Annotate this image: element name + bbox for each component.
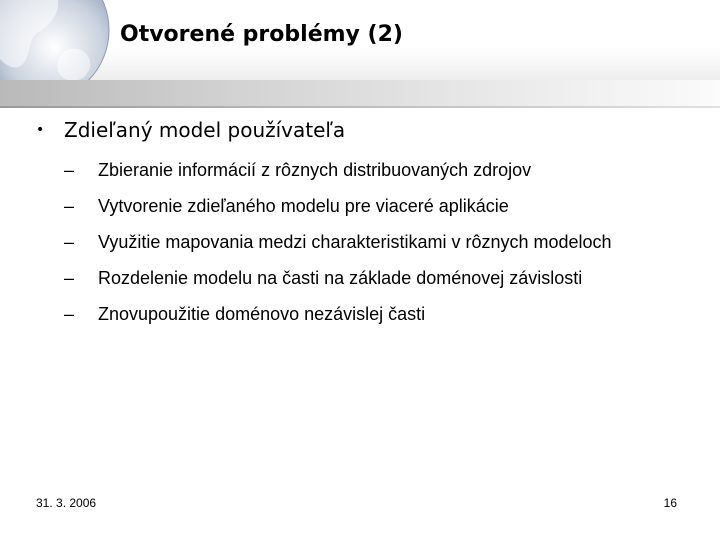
sub-bullet-marker: – — [64, 304, 75, 324]
sub-bullet-list — [64, 157, 696, 327]
main-bullet — [36, 116, 696, 147]
sub-bullet-item — [64, 193, 696, 219]
sub-bullet-item — [64, 301, 696, 327]
sub-bullet-item — [64, 229, 696, 255]
sub-bullet-item — [64, 157, 696, 183]
header-divider-band — [0, 80, 720, 106]
sub-bullet-text: Vytvorenie zdieľaného modelu pre viaceré aplikácie — [98, 196, 509, 216]
sub-bullet-marker: – — [64, 160, 75, 180]
sub-bullet-marker: – — [64, 268, 75, 288]
sub-bullet-marker: – — [64, 232, 75, 252]
sub-bullet-item — [64, 265, 696, 291]
sub-bullet-marker: – — [64, 196, 75, 216]
header-divider-line — [0, 106, 720, 108]
sub-bullet-text: Rozdelenie modelu na časti na základe doménovej závislosti — [98, 268, 583, 288]
bullet-marker: • — [36, 122, 45, 138]
sub-bullet-text: Zbieranie informácií z rôznych distribuovaných zdrojov — [98, 160, 532, 180]
slide-content — [36, 116, 696, 337]
sub-bullet-text: Znovupoužitie doménovo nezávislej časti — [98, 304, 426, 324]
footer-date: 31. 3. 2006 — [36, 496, 97, 510]
main-bullet-text: Zdieľaný model používateľa — [64, 118, 346, 142]
slide-title: Otvorené problémy (2) — [120, 22, 403, 47]
page-number: 16 — [663, 496, 677, 510]
sub-bullet-text: Využitie mapovania medzi charakteristikami v rôznych modeloch — [98, 232, 612, 252]
